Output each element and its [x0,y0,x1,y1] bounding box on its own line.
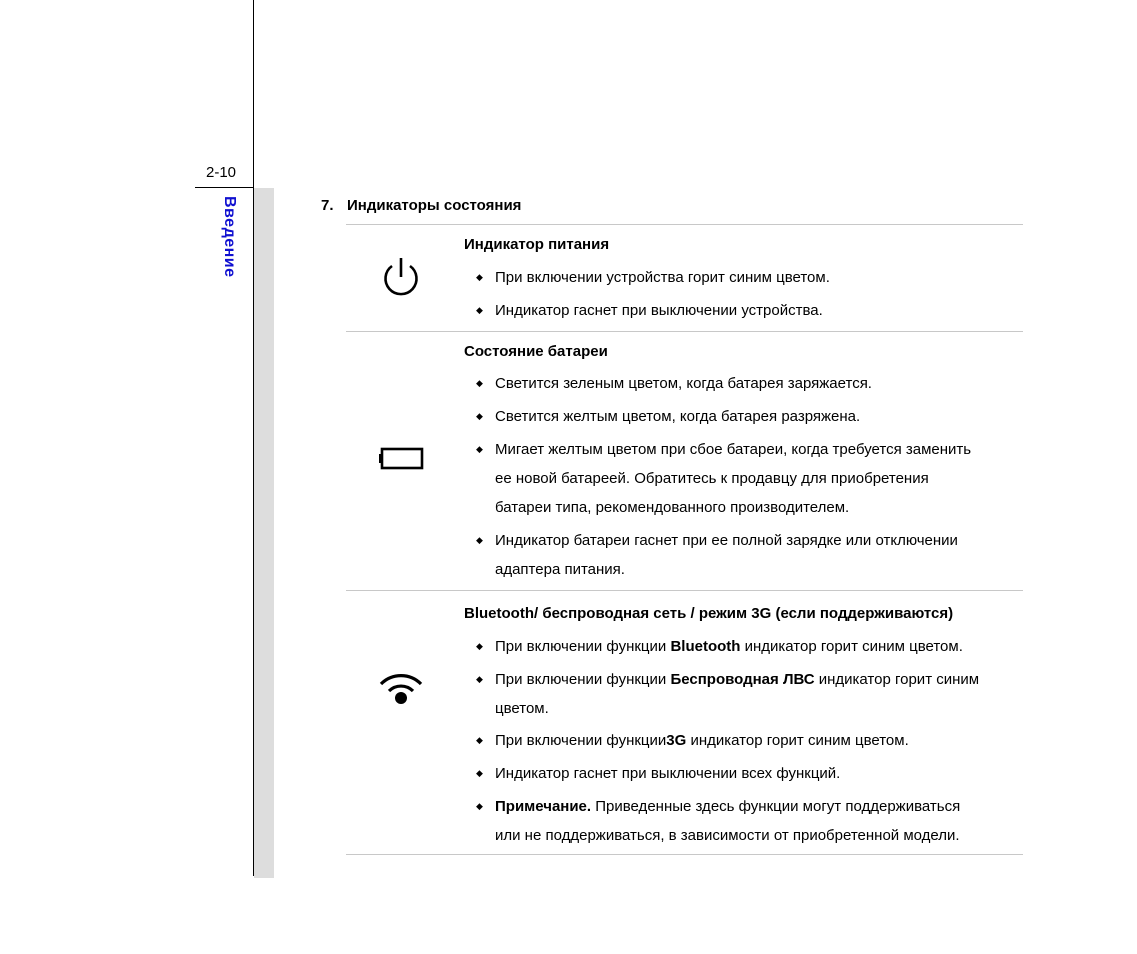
page-number: 2-10 [206,164,237,181]
row-title-battery: Состояние батареи [464,343,608,360]
battery-icon [378,447,424,476]
row-divider [346,590,1023,591]
row-divider [346,854,1023,855]
wireless-icon [378,671,424,712]
power-icon [381,256,421,303]
page-number-rule [195,187,254,188]
sidebar-bar [254,188,274,878]
section-heading: Индикаторы состояния [347,197,522,214]
row-title-power: Индикатор питания [464,236,610,253]
section-number: 7. [321,197,334,214]
section-title [321,197,521,215]
chapter-label: Введение [221,196,238,278]
row-divider [346,224,1023,225]
row-title-wireless: Bluetooth/ беспроводная сеть / режим 3G (если поддерживаются) [464,605,954,622]
row-divider [346,331,1023,332]
